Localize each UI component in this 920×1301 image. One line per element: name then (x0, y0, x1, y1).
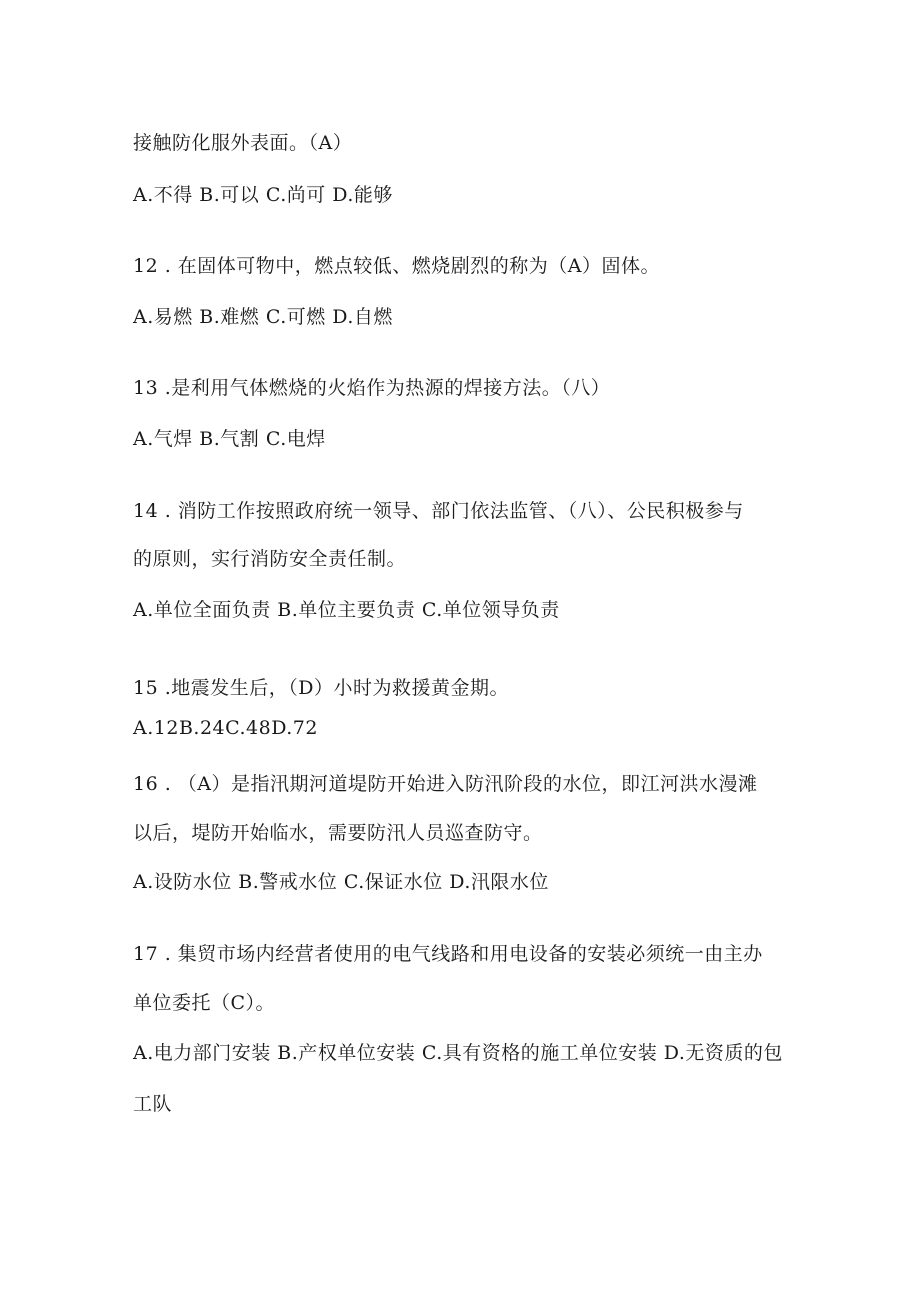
q13-stem: 13 .是利用气体燃烧的火焰作为热源的焊接方法。（八） (133, 377, 611, 399)
q17-options-line-2: 工队 (133, 1093, 173, 1115)
q16-options: A.设防水位 B.警戒水位 C.保证水位 D.汛限水位 (133, 871, 549, 893)
q14-stem-line-2: 的原则，实行消防安全责任制。 (133, 548, 407, 570)
q14-stem-line-1: 14 . 消防工作按照政府统一领导、部门依法监管、（八）、公民积极参与 (133, 500, 744, 522)
q17-stem-line-2: 单位委托（C）。 (133, 992, 276, 1014)
q16-stem-line-1: 16 . （A）是指汛期河道堤防开始进入防汛阶段的水位，即江河洪水漫滩 (133, 773, 758, 795)
q15-stem: 15 .地震发生后，（D）小时为救援黄金期。 (133, 677, 509, 699)
q12-options: A.易燃 B.难燃 C.可燃 D.自燃 (133, 306, 393, 328)
q13-options: A.气焊 B.气割 C.电焊 (133, 428, 326, 450)
q17-stem-line-1: 17 . 集贸市场内经营者使用的电气线路和用电设备的安装必须统一由主办 (133, 943, 763, 965)
q11-stem-continuation: 接触防化服外表面。（A） (133, 132, 353, 154)
q11-options: A.不得 B.可以 C.尚可 D.能够 (133, 184, 393, 206)
q14-options: A.单位全面负责 B.单位主要负责 C.单位领导负责 (133, 599, 560, 621)
q15-options: A.12B.24C.48D.72 (133, 717, 318, 739)
q16-stem-line-2: 以后，堤防开始临水，需要防汛人员巡查防守。 (133, 822, 543, 844)
q12-stem: 12 . 在固体可物中，燃点较低、燃烧剧烈的称为（A）固体。 (133, 255, 661, 277)
q17-options-line-1: A.电力部门安装 B.产权单位安装 C.具有资格的施工单位安装 D.无资质的包 (133, 1042, 783, 1064)
